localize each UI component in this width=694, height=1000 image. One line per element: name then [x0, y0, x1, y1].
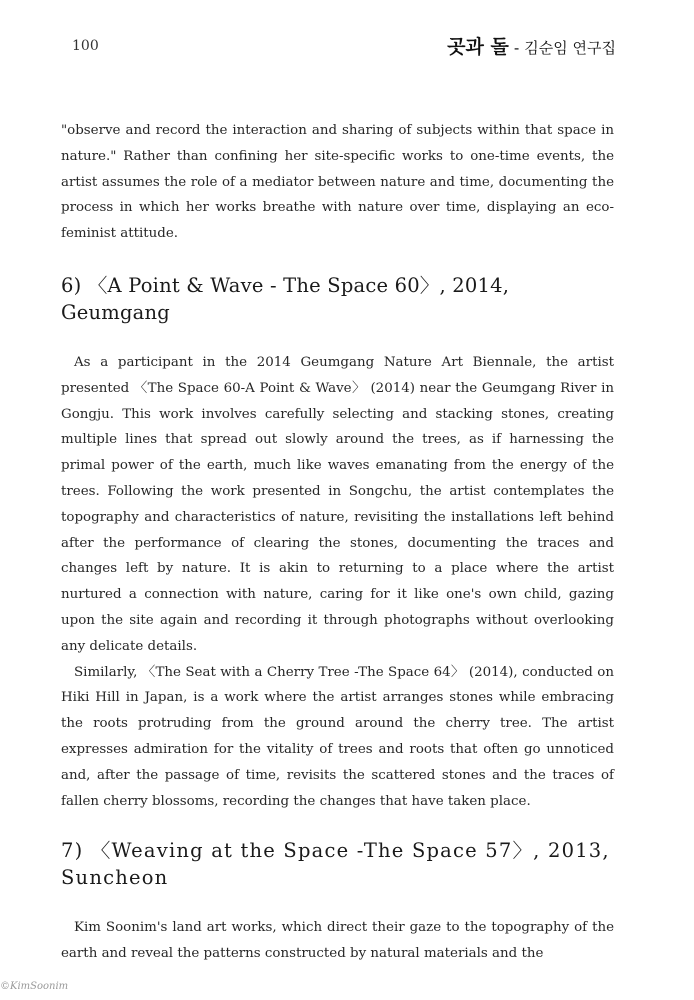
page-number: 100 [72, 38, 99, 54]
paragraph-geumgang: As a participant in the 2014 Geumgang Nature Art Biennale, the artist presented 〈The Space 60-A Point & Wave〉 (2014) near the Geumgang River in Gongju. This work involves carefully selecting and stacking stones, creating multiple lines that spread out slowly around the trees, as if harnessing the primal power of the earth, much like waves emanating from the energy of the trees. Following the work presented in Songchu, the artist contemplates the topography and characteristics of nature, revisiting the installations left behind after the performance of clearing the stones, documenting the traces and changes left by nature. It is akin to returning to a place where the artist nurtured a connection with nature, caring for it like one's own child, gazing upon the site again and recording it through photographs without overlooking any delicate details. [61, 354, 614, 654]
running-header [447, 32, 616, 59]
header-separator: - [513, 39, 520, 57]
section-heading-6: 6) 〈A Point & Wave - The Space 60〉, 2014, Geumgang [61, 273, 510, 324]
paragraph-continuation: "observe and record the interaction and sharing of subjects within that space in nature." Rather than confining her site-specific works to one-time events, the artist assumes the role of a mediator between nature and time, documenting the process in which her works breathe with nature over time, displaying an eco-feminist attitude. [61, 123, 614, 242]
paragraph-cherry-tree: Similarly, 〈The Seat with a Cherry Tree -The Space 64〉 (2014), conducted on Hiki Hill in Japan, is a work where the artist arranges stones while embracing the roots protruding from the ground around the cherry tree. The artist expresses admiration for the vitality of trees and roots that often go unnoticed and, after the passage of time, revisits the scattered stones and the traces of fallen cherry blossoms, recording the changes that have taken place. [61, 664, 614, 809]
paragraph-land-art: Kim Soonim's land art works, which direct their gaze to the topography of the earth and reveal the patterns constructed by natural materials and the [61, 920, 614, 962]
section-heading-7: 7) 〈Weaving at the Space -The Space 57〉, 2013, Suncheon [61, 839, 610, 890]
copyright-watermark: ©KimSoonim [0, 981, 69, 992]
book-title: 곳과 돌 [447, 36, 509, 58]
book-subtitle: 김순임 연구집 [524, 39, 616, 57]
page-body [61, 118, 614, 967]
